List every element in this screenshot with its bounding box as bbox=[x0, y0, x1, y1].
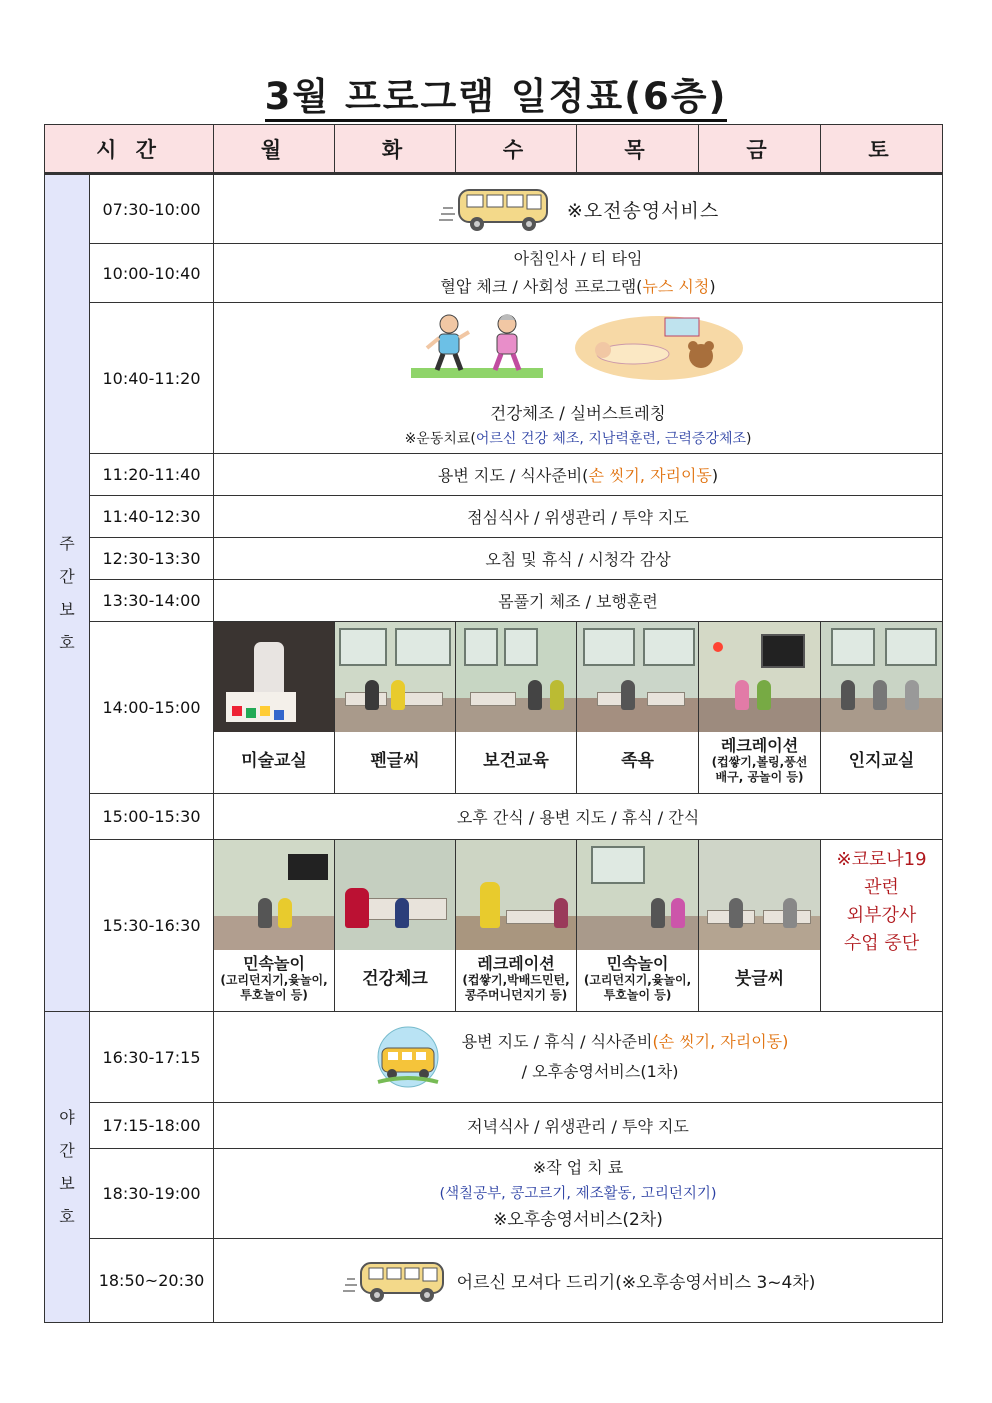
header-time: 시 간 bbox=[45, 125, 214, 174]
table-row bbox=[45, 174, 943, 244]
activity-photo bbox=[214, 622, 334, 732]
header-sat: 토 bbox=[821, 125, 943, 174]
program-cell-wed bbox=[456, 840, 577, 1012]
program-label: 레크레이션 (컵쌓기,박배드민턴, 콩주머니던지기 등) bbox=[462, 954, 570, 1002]
time-cell: 12:30-13:30 bbox=[90, 538, 214, 580]
table-row bbox=[45, 840, 943, 1012]
activity-cell: 점심식사 / 위생관리 / 투약 지도 bbox=[214, 496, 943, 538]
activity-cell bbox=[214, 1149, 943, 1239]
time-cell: 16:30-17:15 bbox=[90, 1012, 214, 1103]
program-label: 민속놀이 (고리던지기,윷놀이, 투호놀이 등) bbox=[583, 954, 692, 1002]
activity-cell bbox=[214, 1239, 943, 1323]
table-row bbox=[45, 1149, 943, 1239]
program-cell-thu bbox=[577, 840, 699, 1012]
program-cell-sat bbox=[821, 622, 943, 794]
table-row bbox=[45, 244, 943, 303]
time-cell: 17:15-18:00 bbox=[90, 1103, 214, 1149]
morning-shuttle-text: ※오전송영서비스 bbox=[566, 199, 720, 222]
program-label: 레크레이션 (컵쌓기,볼링,풍선 배구, 공놀이 등) bbox=[711, 736, 808, 784]
program-cell-sat bbox=[821, 840, 943, 1012]
sleeping-child-image bbox=[573, 310, 745, 382]
time-cell: 11:20-11:40 bbox=[90, 454, 214, 496]
time-cell: 13:30-14:00 bbox=[90, 580, 214, 622]
group-label-char: 호 bbox=[59, 633, 75, 652]
group-label-char: 보 bbox=[59, 600, 75, 619]
header-wed: 수 bbox=[456, 125, 577, 174]
group-label-char: 야 bbox=[59, 1108, 75, 1127]
group-day bbox=[45, 174, 90, 1012]
activity-line: ※운동치료(어르신 건강 체조, 지남력훈련, 근력증강체조) bbox=[404, 431, 752, 447]
activity-line: 용변 지도 / 휴식 / 식사준비(손 씻기, 자리이동) bbox=[461, 1032, 789, 1051]
group-night bbox=[45, 1012, 90, 1323]
activity-cell: 몸풀기 체조 / 보행훈련 bbox=[214, 580, 943, 622]
table-row bbox=[45, 496, 943, 538]
schedule-table bbox=[44, 124, 943, 1323]
activity-cell: 오침 및 휴식 / 시청각 감상 bbox=[214, 538, 943, 580]
program-label: 보건교육 bbox=[483, 751, 549, 771]
time-cell: 18:50~20:30 bbox=[90, 1239, 214, 1323]
group-label-char: 간 bbox=[59, 567, 75, 586]
group-label-char: 간 bbox=[59, 1141, 75, 1160]
activity-cell bbox=[214, 174, 943, 244]
program-cell-fri bbox=[699, 840, 821, 1012]
activity-photo bbox=[699, 840, 820, 950]
program-label: 펜글씨 bbox=[370, 751, 420, 771]
program-label: 미술교실 bbox=[241, 751, 307, 771]
program-cell-tue bbox=[335, 840, 456, 1012]
group-label-char: 주 bbox=[59, 534, 75, 553]
program-label: 인지교실 bbox=[848, 751, 915, 771]
activity-line: / 오후송영서비스(1차) bbox=[521, 1062, 679, 1081]
program-cell-tue bbox=[335, 622, 456, 794]
header-row bbox=[45, 125, 943, 174]
activity-photo bbox=[335, 840, 455, 950]
table-row bbox=[45, 538, 943, 580]
program-cell-wed bbox=[456, 622, 577, 794]
bus-icon bbox=[437, 184, 557, 234]
activity-cell bbox=[214, 303, 943, 454]
activity-cell bbox=[214, 244, 943, 303]
program-label: 민속놀이 (고리던지기,윷놀이, 투호놀이 등) bbox=[220, 954, 328, 1002]
activity-cell bbox=[214, 1012, 943, 1103]
time-cell: 10:40-11:20 bbox=[90, 303, 214, 454]
table-row bbox=[45, 454, 943, 496]
time-cell: 14:00-15:00 bbox=[90, 622, 214, 794]
page-title: 3월 프로그램 일정표(6층) bbox=[0, 66, 992, 120]
table-row bbox=[45, 1239, 943, 1323]
activity-line: ※오후송영서비스(2차) bbox=[493, 1209, 663, 1230]
school-bus-image bbox=[368, 1026, 448, 1088]
activity-photo bbox=[214, 840, 334, 950]
time-cell: 10:00-10:40 bbox=[90, 244, 214, 303]
exercise-couple-image bbox=[411, 310, 543, 380]
group-label-char: 호 bbox=[59, 1207, 75, 1226]
header-mon: 월 bbox=[214, 125, 335, 174]
activity-cell: 용변 지도 / 식사준비(손 씻기, 자리이동) bbox=[214, 454, 943, 496]
activity-photo bbox=[821, 622, 942, 732]
table-row bbox=[45, 622, 943, 794]
table-row bbox=[45, 303, 943, 454]
header-fri: 금 bbox=[699, 125, 821, 174]
activity-line: 건강체조 / 실버스트레칭 bbox=[490, 404, 666, 423]
bus-icon bbox=[341, 1257, 451, 1305]
group-label-char: 보 bbox=[59, 1174, 75, 1193]
activity-line: 아침인사 / 티 타임 bbox=[513, 249, 643, 268]
activity-line: 혈압 체크 / 사회성 프로그램(뉴스 시청) bbox=[440, 277, 716, 296]
time-cell: 07:30-10:00 bbox=[90, 174, 214, 244]
activity-cell: 오후 간식 / 용변 지도 / 휴식 / 간식 bbox=[214, 794, 943, 840]
program-label: 건강체크 bbox=[362, 969, 428, 989]
table-row bbox=[45, 1103, 943, 1149]
activity-photo bbox=[456, 622, 576, 732]
time-cell: 15:00-15:30 bbox=[90, 794, 214, 840]
program-cell-fri bbox=[699, 622, 821, 794]
program-cell-thu bbox=[577, 622, 699, 794]
activity-line: ※작 업 치 료 bbox=[532, 1157, 624, 1177]
covid-notice: ※코로나19 관련 외부강사 수업 중단 bbox=[836, 849, 927, 954]
activity-photo bbox=[335, 622, 455, 732]
program-cell-mon bbox=[214, 840, 335, 1012]
header-thu: 목 bbox=[577, 125, 699, 174]
program-cell-mon bbox=[214, 622, 335, 794]
header-tue: 화 bbox=[335, 125, 456, 174]
table-row bbox=[45, 794, 943, 840]
activity-photo bbox=[577, 840, 698, 950]
time-cell: 11:40-12:30 bbox=[90, 496, 214, 538]
program-label: 족욕 bbox=[621, 751, 654, 771]
activity-cell: 저녁식사 / 위생관리 / 투약 지도 bbox=[214, 1103, 943, 1149]
activity-photo bbox=[456, 840, 576, 950]
activity-line: (색칠공부, 콩고르기, 제조활동, 고리던지기) bbox=[439, 1185, 717, 1202]
table-row bbox=[45, 580, 943, 622]
activity-photo bbox=[699, 622, 820, 732]
activity-line: 어르신 모셔다 드리기(※오후송영서비스 3~4차) bbox=[456, 1273, 816, 1293]
program-label: 붓글씨 bbox=[734, 969, 785, 989]
time-cell: 15:30-16:30 bbox=[90, 840, 214, 1012]
activity-photo bbox=[577, 622, 698, 732]
table-row bbox=[45, 1012, 943, 1103]
time-cell: 18:30-19:00 bbox=[90, 1149, 214, 1239]
